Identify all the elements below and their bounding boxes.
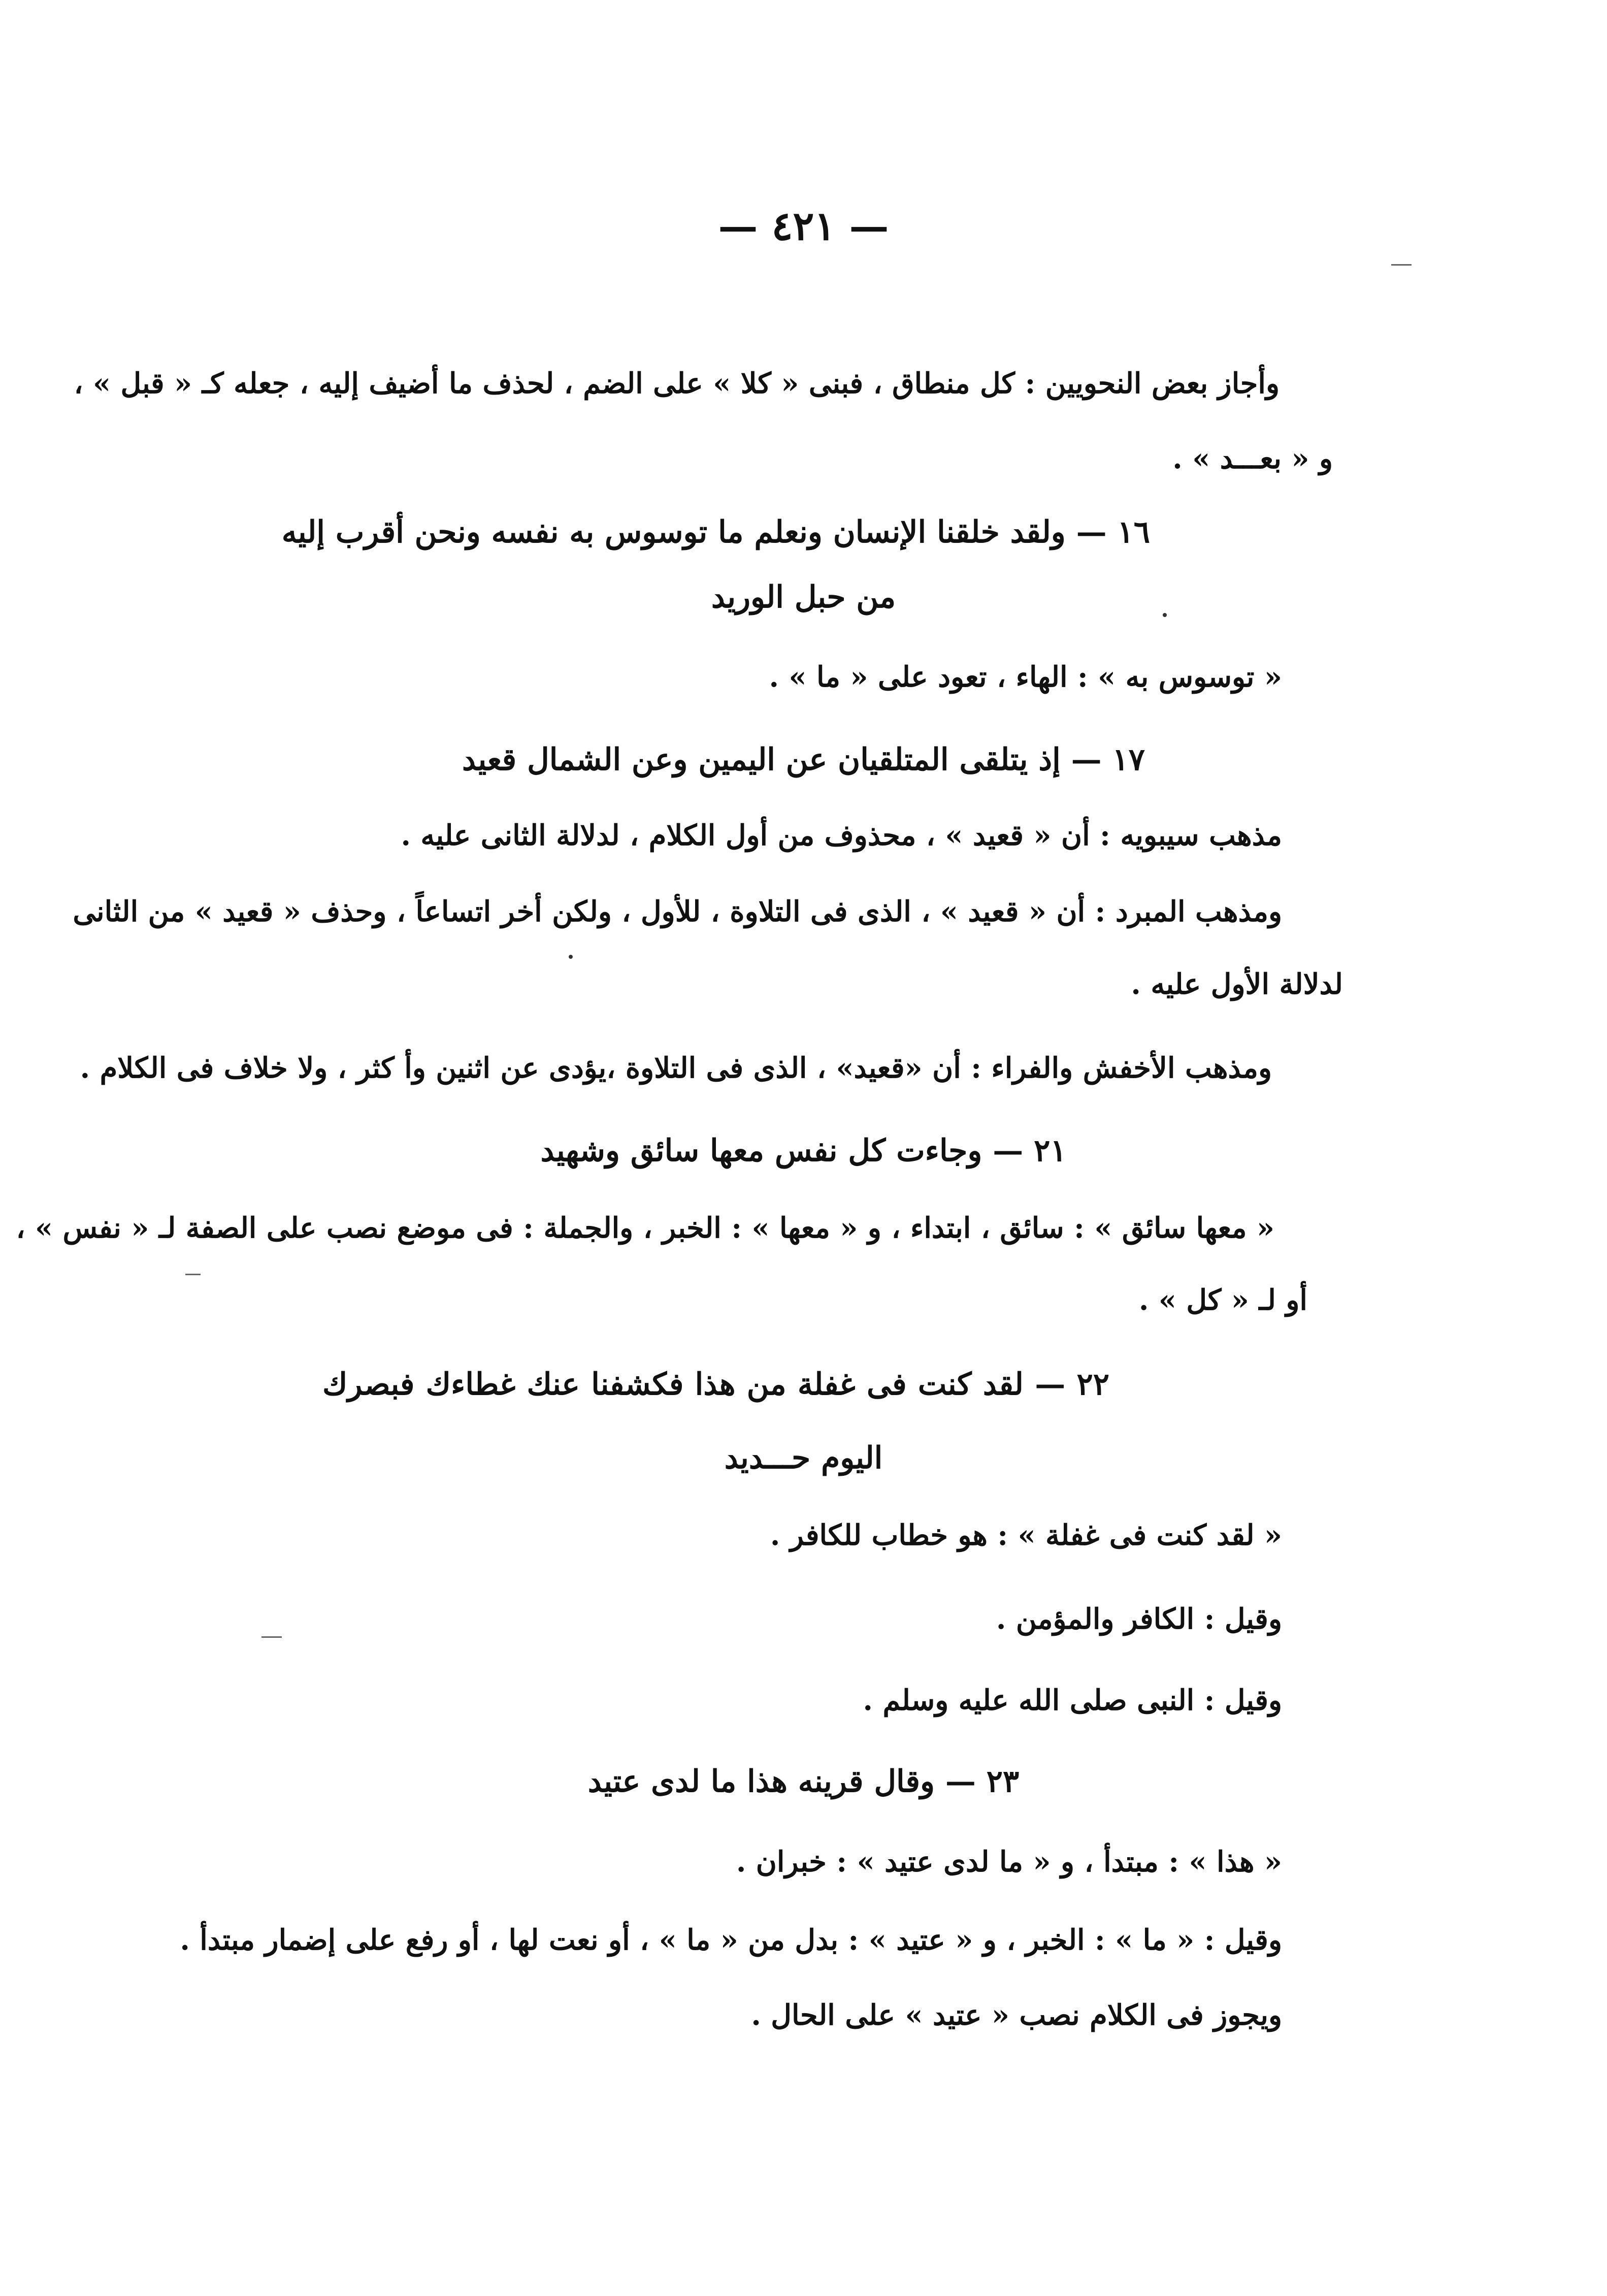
text-line: « توسوس به » : الهاء ، تعود على « ما » .	[769, 660, 1282, 694]
text-line: لدلالة الأول عليه .	[1131, 967, 1343, 1001]
text-line: وقيل : « ما » : الخبر ، و « عتيد » : بدل من « ما » ، أو نعت لها ، أو رفع على إضمار مبتدأ .	[180, 1923, 1282, 1957]
text-line: مذهب سيبويه : أن « قعيد » ، محذوف من أول الكلام ، لدلالة الثانى عليه .	[401, 819, 1282, 852]
text-line: أو لـ « كل » .	[1138, 1283, 1307, 1317]
scan-speck	[1391, 264, 1412, 266]
text-line: وأجاز بعض النحويين : كل منطاق ، فبنى « كلا » على الضم ، لحذف ما أضيف إليه ، جعله كـ « قبل » ،	[74, 367, 1280, 400]
scan-speck	[185, 1274, 201, 1275]
text-line: « هذا » : مبتدأ ، و « ما لدى عتيد » : خبران .	[736, 1845, 1282, 1879]
text-line: ويجوز فى الكلام نصب « عتيد » على الحال .	[751, 1998, 1282, 2032]
text-line: وقيل : الكافر والمؤمن .	[996, 1602, 1282, 1636]
text-line: ومذهب المبرد : أن « قعيد » ، الذى فى التلاوة ، للأول ، ولكن أخر اتساعاً ، وحذف « قعيد » من الثانى	[73, 895, 1282, 928]
verse-line: ٢١ — وجاءت كل نفس معها سائق وشهيد	[540, 1133, 1067, 1169]
text-line: « معها سائق » : سائق ، ابتداء ، و « معها » : الخبر ، والجملة : فى موضع نصب على الصفة لـ « نفس » ،	[16, 1211, 1274, 1245]
scan-speck	[1163, 613, 1167, 617]
verse-line: اليوم حـــديد	[724, 1440, 883, 1476]
text-line: ومذهب الأخفش والفراء : أن «قعيد» ، الذى فى التلاوة ،يؤدى عن اثنين وأ كثر ، ولا خلاف فى الكلام .	[80, 1051, 1272, 1085]
text-line: « لقد كنت فى غفلة » : هو خطاب للكافر .	[770, 1518, 1282, 1552]
verse-line: ٢٣ — وقال قرينه هذا ما لدى عتيد	[587, 1764, 1020, 1799]
verse-line: ٢٢ — لقد كنت فى غفلة من هذا فكشفنا عنك غطاءك فبصرك	[322, 1367, 1109, 1402]
scan-speck	[261, 1636, 282, 1638]
scan-speck	[569, 955, 573, 959]
page-number: — ٤٢١ —	[718, 203, 889, 249]
verse-line: ١٦ — ولقد خلقنا الإنسان ونعلم ما توسوس به نفسه ونحن أقرب إليه	[281, 514, 1150, 550]
verse-line: من حبل الوريد	[711, 579, 896, 615]
verse-line: ١٧ — إذ يتلقى المتلقيان عن اليمين وعن الشمال قعيد	[462, 742, 1145, 778]
text-line: و « بعـــد » .	[1172, 442, 1333, 475]
text-line: وقيل : النبى صلى الله عليه وسلم .	[863, 1684, 1282, 1717]
